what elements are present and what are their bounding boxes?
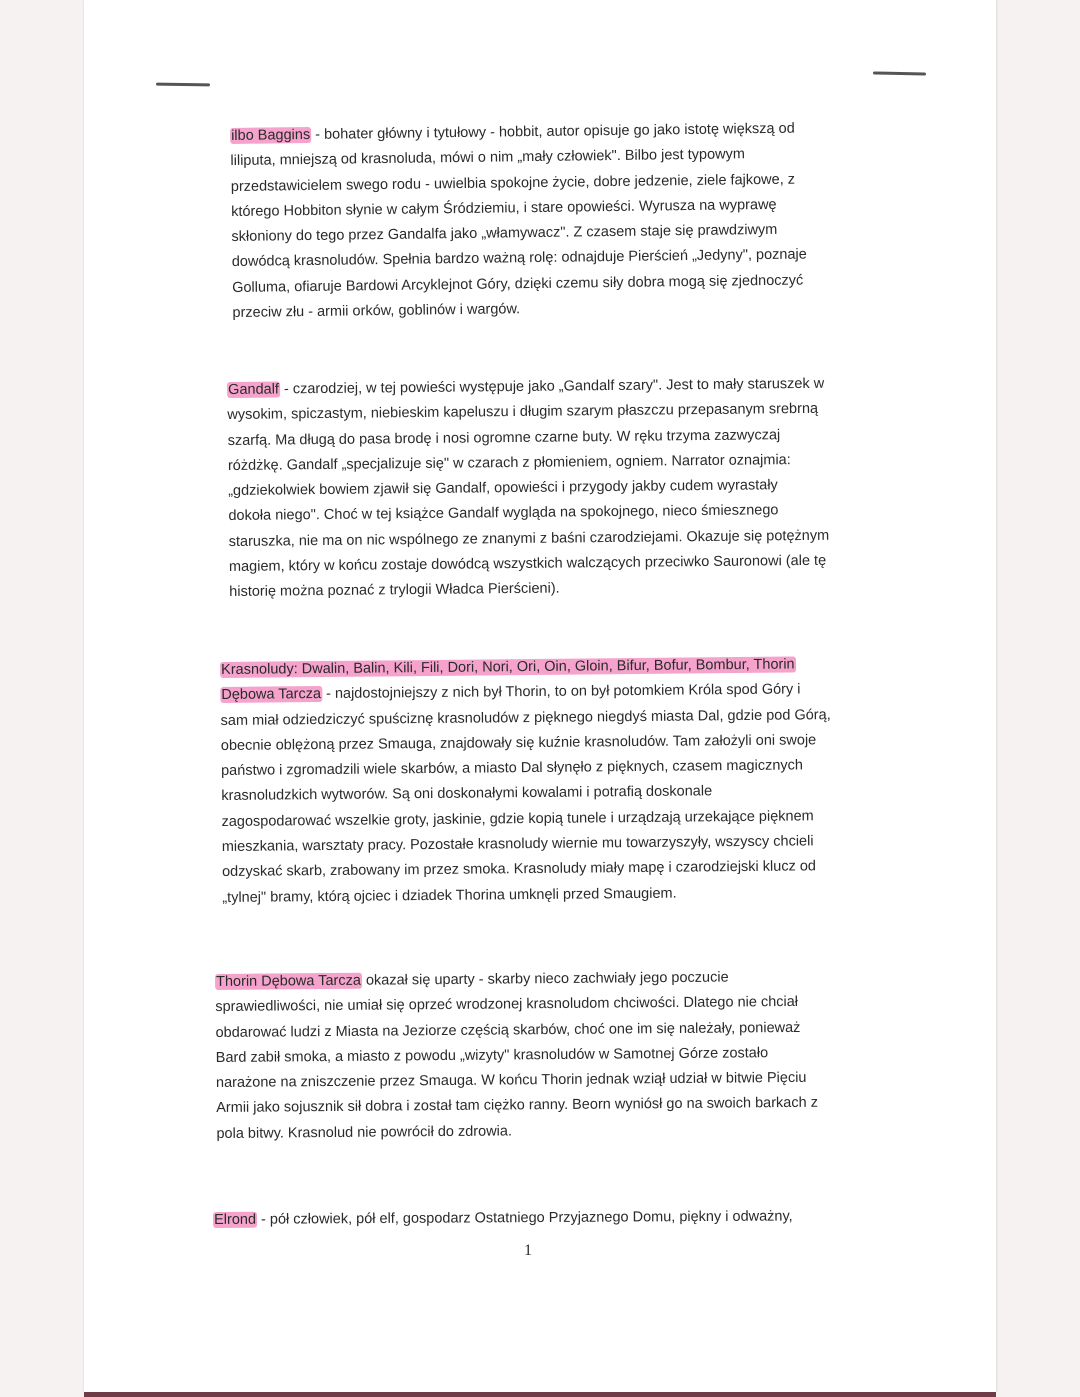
text-line: pola bitwy. Krasnolud nie powrócił do zdrowia. (216, 1123, 513, 1142)
text-line: skłoniony do tego przez Gandalfa jako „włamywacz". Z czasem staje się prawdziwym (231, 222, 778, 246)
text-line: staruszka, nie ma on nic wspólnego ze znanymi z baśni czarodziejami. Okazuje się potężnym (228, 527, 830, 550)
text-line: Dębowa Tarcza - najdostojniejszy z nich był Thorin, to on był potomkiem Króla spod Góry i (221, 681, 801, 704)
text-line: Armii jako sojusznik sił dobra i został tam ciężko ranny. Beorn wyniósł go na swoich barkach z (216, 1095, 819, 1117)
text-line: Thorin Dębowa Tarcza okazał się uparty - skarby nieco zachwiały jego poczucie (216, 969, 729, 990)
text-line: mieszkania, warsztaty pracy. Pozostałe krasnoludy wiernie mu towarzyszyły, wszyscy chcieli (221, 833, 814, 856)
highlighted-term: Thorin Dębowa Tarcza (216, 972, 361, 990)
paragraph-gandalf (227, 372, 830, 606)
text-line: wysokim, spiczastym, niebieskim kapeluszu i długim szarym płaszczu przepasanym srebrną (227, 401, 819, 424)
text-line: Bard zabił smoka, a miasto z powodu „wizyty" krasnoludów w Samotnej Górze zostało (215, 1045, 769, 1066)
text-line: przedstawicielem swego rodu - uwielbia spokojne życie, dobre jedzenie, ziele fajkowe, z (230, 171, 796, 195)
text-line: krasnoludzkich wytworów. Są oni doskonałymi kowalami i potrafią doskonale (221, 783, 713, 805)
text-line: odzyskać skarb, zrabowany im przez smoka. Krasnoludy miały mapę i czarodziejski klucz od (221, 858, 817, 881)
text-line: sam miał odziedziczyć spuściznę krasnoludów z pięknego niegdyś miasta Dal, gdzie pod Górą, (220, 706, 831, 729)
text-line: liliputa, mniejszą od krasnoluda, mówi o nim „mały człowiek". Bilbo jest typowym (230, 146, 746, 170)
text-line: „tylnej" bramy, którą ojciec i dziadek Thorina umknęli przed Smaugiem. (222, 885, 677, 906)
text-line: szarfą. Ma długą do pasa brodę i nosi ogromne czarne buty. W ręku trzyma zazwyczaj (227, 426, 781, 449)
text-line: zagospodarować wszelkie groty, jaskinie, gdzie kopią tunele i urządzają urzekające pięknem (221, 808, 814, 830)
paragraph-dwarves (220, 652, 833, 911)
text-line: przeciw złu - armii orków, goblinów i wargów. (232, 301, 521, 322)
text-line: Elrond - pół człowiek, pół elf, gospodarz Ostatniego Przyjaznego Domu, piękny i odważny, (214, 1208, 793, 1228)
highlighted-term: Krasnoludy: Dwalin, Balin, Kili, Fili, Dori, Nori, Ori, Oin, Gloin, Bifur, Bofur, Bombur, Thorin (221, 656, 795, 678)
text-line: obdarować ludzi z Miasta na Jeziorze częścią skarbów, choć one im się należały, ponieważ (215, 1019, 801, 1041)
text-line: magiem, który w końcu zostaje dowódcą wszystkich walczących przeciwko Sauronowi (ale tę (228, 552, 827, 576)
text-line: Golluma, ofiaruje Bardowi Arcyklejnot Góry, dzięki czemu siły dobra mogą się zjednoczyć (232, 272, 804, 296)
text-line: którego Hobbiton słynie w całym Śródziemiu, i stare opowieści. Wyrusza na wyprawę (231, 196, 777, 220)
text-line: Gandalf - czarodziej, w tej powieści występuje jako „Gandalf szary". Jest to mały staruszek w (228, 375, 825, 398)
text-line: różdżkę. Gandalf „specjalizuje się" w czarach z płomieniem, ogniem. Narrator oznajmia: (227, 451, 791, 474)
paragraph-elrond (213, 1204, 793, 1233)
text-line: historię można poznać z trylogii Władca Pierścieni). (229, 580, 560, 601)
text-line: dowódcą krasnoludów. Spełnia bardzo ważną rolę: odnajduje Pierścień „Jedyny", poznaje (231, 246, 807, 271)
page-number: 1 (524, 1242, 532, 1259)
highlighted-term: Elrond (214, 1211, 257, 1228)
text-line: dokoła niego". Choć w tej książce Gandalf wygląda na spokojnego, nieco śmiesznego (228, 502, 779, 525)
text-line: sprawiedliwości, nie umiał się oprzeć wrodzonej krasnoludom chciwości. Dlatego nie chciał (215, 994, 799, 1016)
text-line: obecnie oblężoną przez Smauga, znajdowały się kuźnie krasnoludów. Tam założyli oni swoje (220, 732, 817, 754)
text-line: ilbo Baggins - bohater główny i tytułowy - hobbit, autor opisuje go jako istotę większą od (231, 120, 795, 144)
binding-strip (84, 1392, 996, 1397)
paragraph-bilbo (230, 116, 808, 326)
paragraph-thorin (215, 965, 818, 1147)
text-line: państwo i zgromadzili wiele skarbów, a miasto Dal słynęło z pięknych, czasem magicznych (221, 757, 803, 780)
highlighted-term: ilbo Baggins (231, 126, 311, 144)
highlighted-term: Gandalf (228, 381, 280, 398)
text-line: „gdziekolwiek bowiem zjawił się Gandalf, opowieści i przygody jakby cudem wyrastały (228, 477, 778, 500)
text-line: narażone na zniszczenie przez Smauga. W końcu Thorin jednak wziął udział w bitwie Pięciu (215, 1070, 807, 1092)
highlighted-term: Dębowa Tarcza (221, 686, 322, 704)
